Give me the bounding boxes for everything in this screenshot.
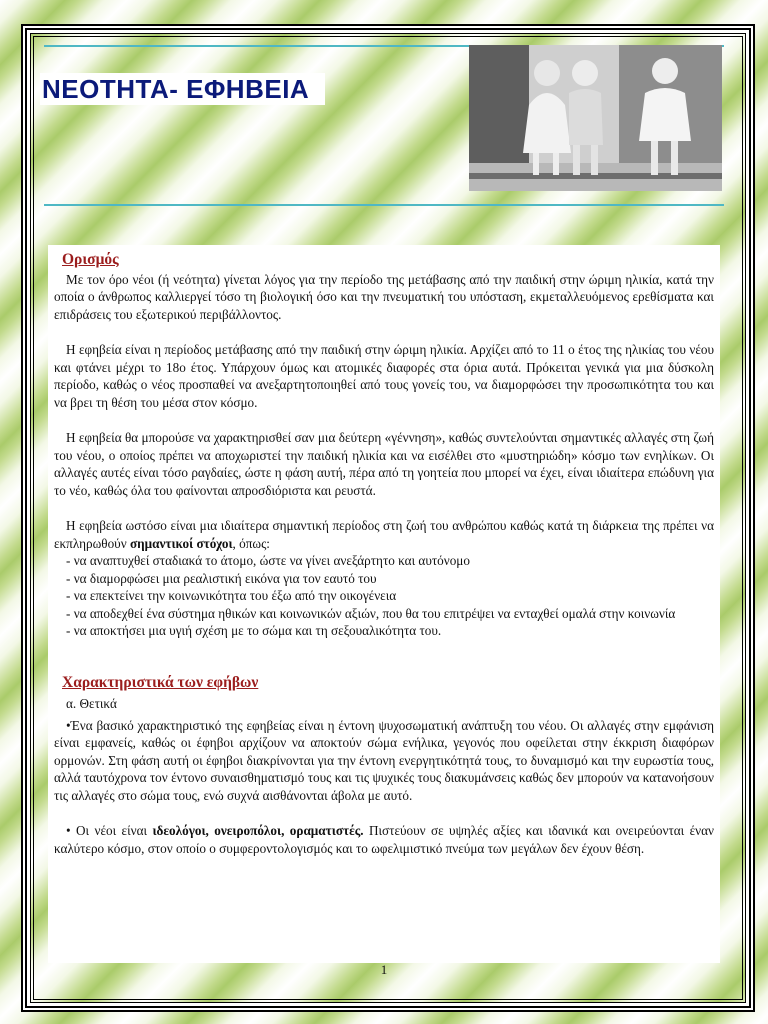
bold-goals: σημαντικοί στόχοι [129,535,233,551]
subheading-positive: α. Θετικά [66,696,117,711]
paragraph: • Οι νέοι είναι ιδεολόγοι, ονειροπόλοι, οραματιστές. Πιστεύουν σε υψηλές αξίες και ιδανικά και ονειρεύονται έναν καλύτερο κόσμο, στον οποίο ο συμφεροντολογισμός και το ωφελιμιστικό πνεύμα των μεγάλων δεν έχουν θέση. [54,823,714,856]
section-heading-definition: Ορισμός [62,251,119,268]
children-photo-icon [469,45,722,191]
page-title: ΝΕΟΤΗΤΑ- ΕΦΗΒΕΙΑ [40,73,325,105]
paragraph: Με τον όρο νέοι (ή νεότητα) γίνεται λόγος για την περίοδο της μετάβασης από την παιδική στην ώριμη ηλικία, κατά την οποία ο άνθρωπος καλλιεργεί τόσο τη βιολογική όσο και την πνευματική του υπόσταση, εκμεταλλευόμενος ερεθίσματα και επιδράσεις του εξωτερικού περιβάλλοντος. [54,271,714,322]
list-item: - να αποκτήσει μια υγιή σχέση με το σώμα και τη σεξουαλικότητα του. [66,623,442,638]
paragraph: •Ένα βασικό χαρακτηριστικό της εφηβείας είναι η έντονη ψυχοσωματική ανάπτυξη του νέου. Οι αλλαγές στην εμφάνιση είναι εμφανείς, καθώς οι έφηβοι αρχίζουν να αποκτούν σώμα ενήλικα, γεγονός που οφείλεται στην έκκριση διαφόρων ορμονών. Στη φάση αυτή οι έφηβοι διακρίνονται για την έντονη ενεργητικότητά τους, το δυναμισμό και την ευρωστία τους, αλλά ταυτόχρονα τον έντονο συναισθηματισμό τους και τις ψυχικές τους διακυμάνσεις καθώς δεν μπορούν να κατανοήσουν τις αλλαγές στο σώμα τους, ενώ συχνά αισθάνονται άβολα με αυτό. [54,717,714,803]
document-body [48,245,720,963]
list-item: - να επεκτείνει την κοινωνικότητα του έξω από την οικογένεια [66,588,397,603]
goals-list [54,552,714,640]
header-divider [44,204,724,206]
bold-idealists: ιδεολόγοι, ονειροπόλοι, οραματιστές. [152,823,364,838]
list-item: - να αποδεχθεί ένα σύστημα ηθικών και κοινωνικών αξιών, που θα του επιτρέψει να ενταχθεί ομαλά στην κοινωνία [66,605,676,621]
list-item: - να αναπτυχθεί σταδιακά το άτομο, ώστε να γίνει ανεξάρτητο και αυτόνομο [66,553,470,568]
children-photo [469,45,722,191]
list-item: - να διαμορφώσει μια ρεαλιστική εικόνα για τον εαυτό του [66,570,377,586]
page-number: 1 [380,962,388,977]
paragraph: Η εφηβεία θα μπορούσε να χαρακτηρισθεί σαν μια δεύτερη «γέννηση», καθώς συντελούνται σημαντικές αλλαγές στη ζωή του νέου, ο οποίος πρέπει να αποχωριστεί την παιδική ηλικία και να εισέλθει στο «μυστηριώδη» κόσμο των ενηλίκων. Οι αλλαγές αυτές είναι τόσο ραγδαίες, ώστε η φάση αυτή, πέρα από τη γοητεία που μπορεί να έχει, είναι ιδιαίτερα επώδυνη για το νέο, καθώς όλα του φαίνονται απροσδιόριστα και ρευστά. [54,430,714,498]
section-heading-characteristics: Χαρακτηριστικά των εφήβων [62,673,259,691]
paragraph-goals-intro: Η εφηβεία ωστόσο είναι μια ιδιαίτερα σημαντική περίοδος στη ζωή του ανθρώπου καθώς κατά τη διάρκεια της πρέπει να εκπληρωθούν σημαντικοί στόχοι, όπως: [54,518,714,551]
paragraph: Η εφηβεία είναι η περίοδος μετάβασης από την παιδική στην ώριμη ηλικία. Αρχίζει από το 11 ο έτος της ηλικίας του νέου και φτάνει μέχρι το 18ο έτος. Υπάρχουν όμως και ατομικές διαφορές στα όρια αυτά. Πρόκειται γενικά για μια δύσκολη περίοδο, καθώς ο νέος προσπαθεί να ανεξαρτητοποιηθεί από τους γονείς του, να διαμορφώσει την προσωπικότητα του και να βρει τη θέση του μέσα στον κόσμο. [54,342,714,410]
